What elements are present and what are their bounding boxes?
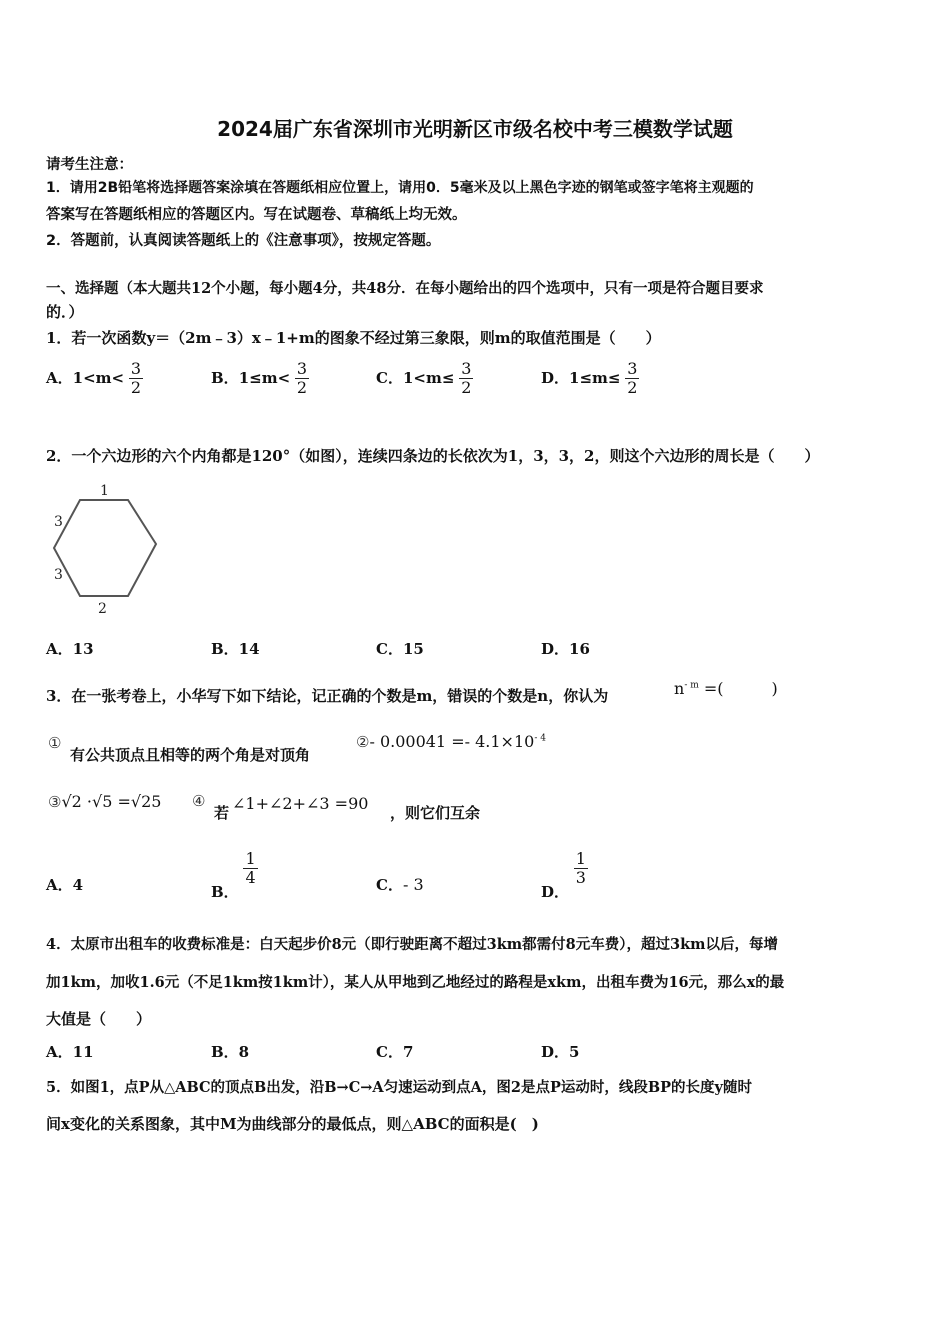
option-text: 1≤m< <box>238 368 291 387</box>
option-letter: A． <box>46 368 73 387</box>
fraction <box>295 360 309 398</box>
question-3-item-4 <box>192 792 205 810</box>
question-1-option-b[interactable] <box>211 360 309 398</box>
fraction <box>129 360 143 398</box>
question-3-option-c[interactable] <box>376 874 424 895</box>
option-text: 1<m≤ <box>402 368 455 387</box>
hexagon-shape <box>54 500 156 596</box>
question-3-stem: 3．在一张考卷上，小华写下如下结论，记正确的个数是m，错误的个数是n，你认为 <box>46 687 609 705</box>
fraction-denominator: 3 <box>575 868 586 888</box>
option-letter: D． <box>541 368 570 387</box>
question-3-item-4-expression: ∠1+∠2+∠3 =90 <box>232 794 369 813</box>
option-letter: A． <box>46 876 73 894</box>
item-text: √2 ·√5 =√25 <box>61 792 162 811</box>
fraction-numerator: 3 <box>130 359 142 378</box>
question-4-line-2: 加1km，加收1.6元（不足1km按1km计），某人从甲地到乙地经过的路程是xkm，出租车费为16元，那么x的最 <box>46 974 785 991</box>
item-exponent: - 4 <box>534 733 546 744</box>
fraction-denominator: 2 <box>296 378 308 398</box>
fraction-numerator: 3 <box>461 359 472 378</box>
question-1-option-c[interactable] <box>376 360 473 398</box>
fraction <box>625 360 639 398</box>
fraction-denominator: 4 <box>245 868 256 888</box>
section-heading-line-2: 的．） <box>46 303 84 321</box>
fraction-numerator: 1 <box>245 849 256 868</box>
hexagon-label-top: 1 <box>100 483 109 499</box>
section-heading-line-1: 一、选择题（本大题共12个小题，每小题4分，共48分．在每小题给出的四个选项中，只有一项是符合题目要求 <box>46 280 764 297</box>
question-3-item-4-prefix: 若 <box>214 804 230 822</box>
page-title: 2024届广东省深圳市光明新区市级名校中考三模数学试题 <box>217 117 733 141</box>
fraction-denominator: 2 <box>627 378 638 398</box>
question-2-option-c[interactable]: C．15 <box>376 640 424 658</box>
question-3-option-b[interactable] <box>211 849 258 901</box>
question-1-option-a[interactable] <box>46 360 143 398</box>
notice-heading: 请考生注意： <box>46 157 133 173</box>
option-letter: C． <box>376 876 403 894</box>
question-3-item-3 <box>48 792 161 811</box>
question-2-option-d[interactable]: D．16 <box>541 640 590 658</box>
question-2-stem: 2．一个六边形的六个内角都是120°（如图），连续四条边的长依次为1，3，3，2，则这个六边形的周长是（ ） <box>46 447 820 465</box>
question-5-line-1: 5．如图1，点P从△ABC的顶点B出发，沿B→C→A匀速运动到点A，图2是点P运动时，线段BP的长度y随时 <box>46 1079 752 1096</box>
fraction <box>243 850 257 888</box>
question-3-option-a[interactable] <box>46 874 83 895</box>
question-3-item-1-text: 有公共顶点且相等的两个角是对顶角 <box>70 746 311 764</box>
question-5-line-2: 间x变化的关系图象，其中M为曲线部分的最低点，则△ABC的面积是( ) <box>46 1115 539 1133</box>
option-letter: B． <box>211 368 239 387</box>
question-3-item-4-suffix: ，则它们互余 <box>390 804 481 822</box>
notice-line-2: 2．答题前，认真阅读答题纸上的《注意事项》，按规定答题。 <box>46 233 441 249</box>
notice-line-1b: 答案写在答题纸相应的答题区内。写在试题卷、草稿纸上均无效。 <box>46 207 467 223</box>
fraction <box>574 850 588 888</box>
question-1-option-d[interactable] <box>541 360 639 398</box>
question-3-item-1 <box>48 734 61 752</box>
option-text: 1<m< <box>72 368 125 387</box>
question-4-line-3: 大值是（ ） <box>46 1010 152 1028</box>
item-marker: ① <box>48 734 62 752</box>
question-4-line-1: 4．太原市出租车的收费标准是：白天起步价8元（即行驶距离不超过3km都需付8元车费），超过3km以后，每增 <box>46 936 778 953</box>
hexagon-label-lower-left: 3 <box>54 567 63 583</box>
option-text: - 3 <box>402 875 424 894</box>
question-2-option-a[interactable]: A．13 <box>46 640 94 658</box>
question-2-option-b[interactable]: B．14 <box>211 640 260 658</box>
option-text: 1≤m≤ <box>569 368 621 387</box>
hexagon-label-upper-left: 3 <box>54 514 63 530</box>
question-3-expression <box>674 676 778 699</box>
fraction-denominator: 2 <box>130 378 142 398</box>
expression-base: n <box>674 679 685 698</box>
item-marker: ③ <box>48 793 62 811</box>
question-4-option-b[interactable]: B．8 <box>211 1043 250 1061</box>
question-4-option-d[interactable]: D．5 <box>541 1043 580 1061</box>
option-text: 4 <box>72 876 84 894</box>
hexagon-figure <box>44 480 164 620</box>
item-text: - 0.00041 =- 4.1×10 <box>369 732 535 751</box>
question-4-option-a[interactable]: A．11 <box>46 1043 94 1061</box>
option-letter: C． <box>376 368 403 387</box>
question-1-stem: 1．若一次函数y＝（2m﹣3）x﹣1+m的图象不经过第三象限，则m的取值范围是（ ） <box>46 329 661 347</box>
option-letter: B． <box>211 882 239 901</box>
fraction <box>459 360 473 398</box>
fraction-denominator: 2 <box>461 378 472 398</box>
fraction-numerator: 1 <box>575 849 586 868</box>
question-4-option-c[interactable]: C．7 <box>376 1043 414 1061</box>
question-3-option-d[interactable] <box>541 849 588 901</box>
expression-exponent: - m <box>684 680 699 691</box>
question-3-item-2 <box>356 732 546 751</box>
item-marker: ④ <box>192 792 206 810</box>
item-marker: ② <box>356 733 370 751</box>
expression-tail: =( ) <box>698 679 778 698</box>
hexagon-label-bottom: 2 <box>98 601 107 617</box>
option-letter: D． <box>541 882 570 901</box>
notice-line-1a: 1．请用2B铅笔将选择题答案涂填在答题纸相应位置上，请用0．5毫米及以上黑色字迹的钢笔或签字笔将主观题的 <box>46 180 754 196</box>
fraction-numerator: 3 <box>627 359 638 378</box>
fraction-numerator: 3 <box>296 359 308 378</box>
